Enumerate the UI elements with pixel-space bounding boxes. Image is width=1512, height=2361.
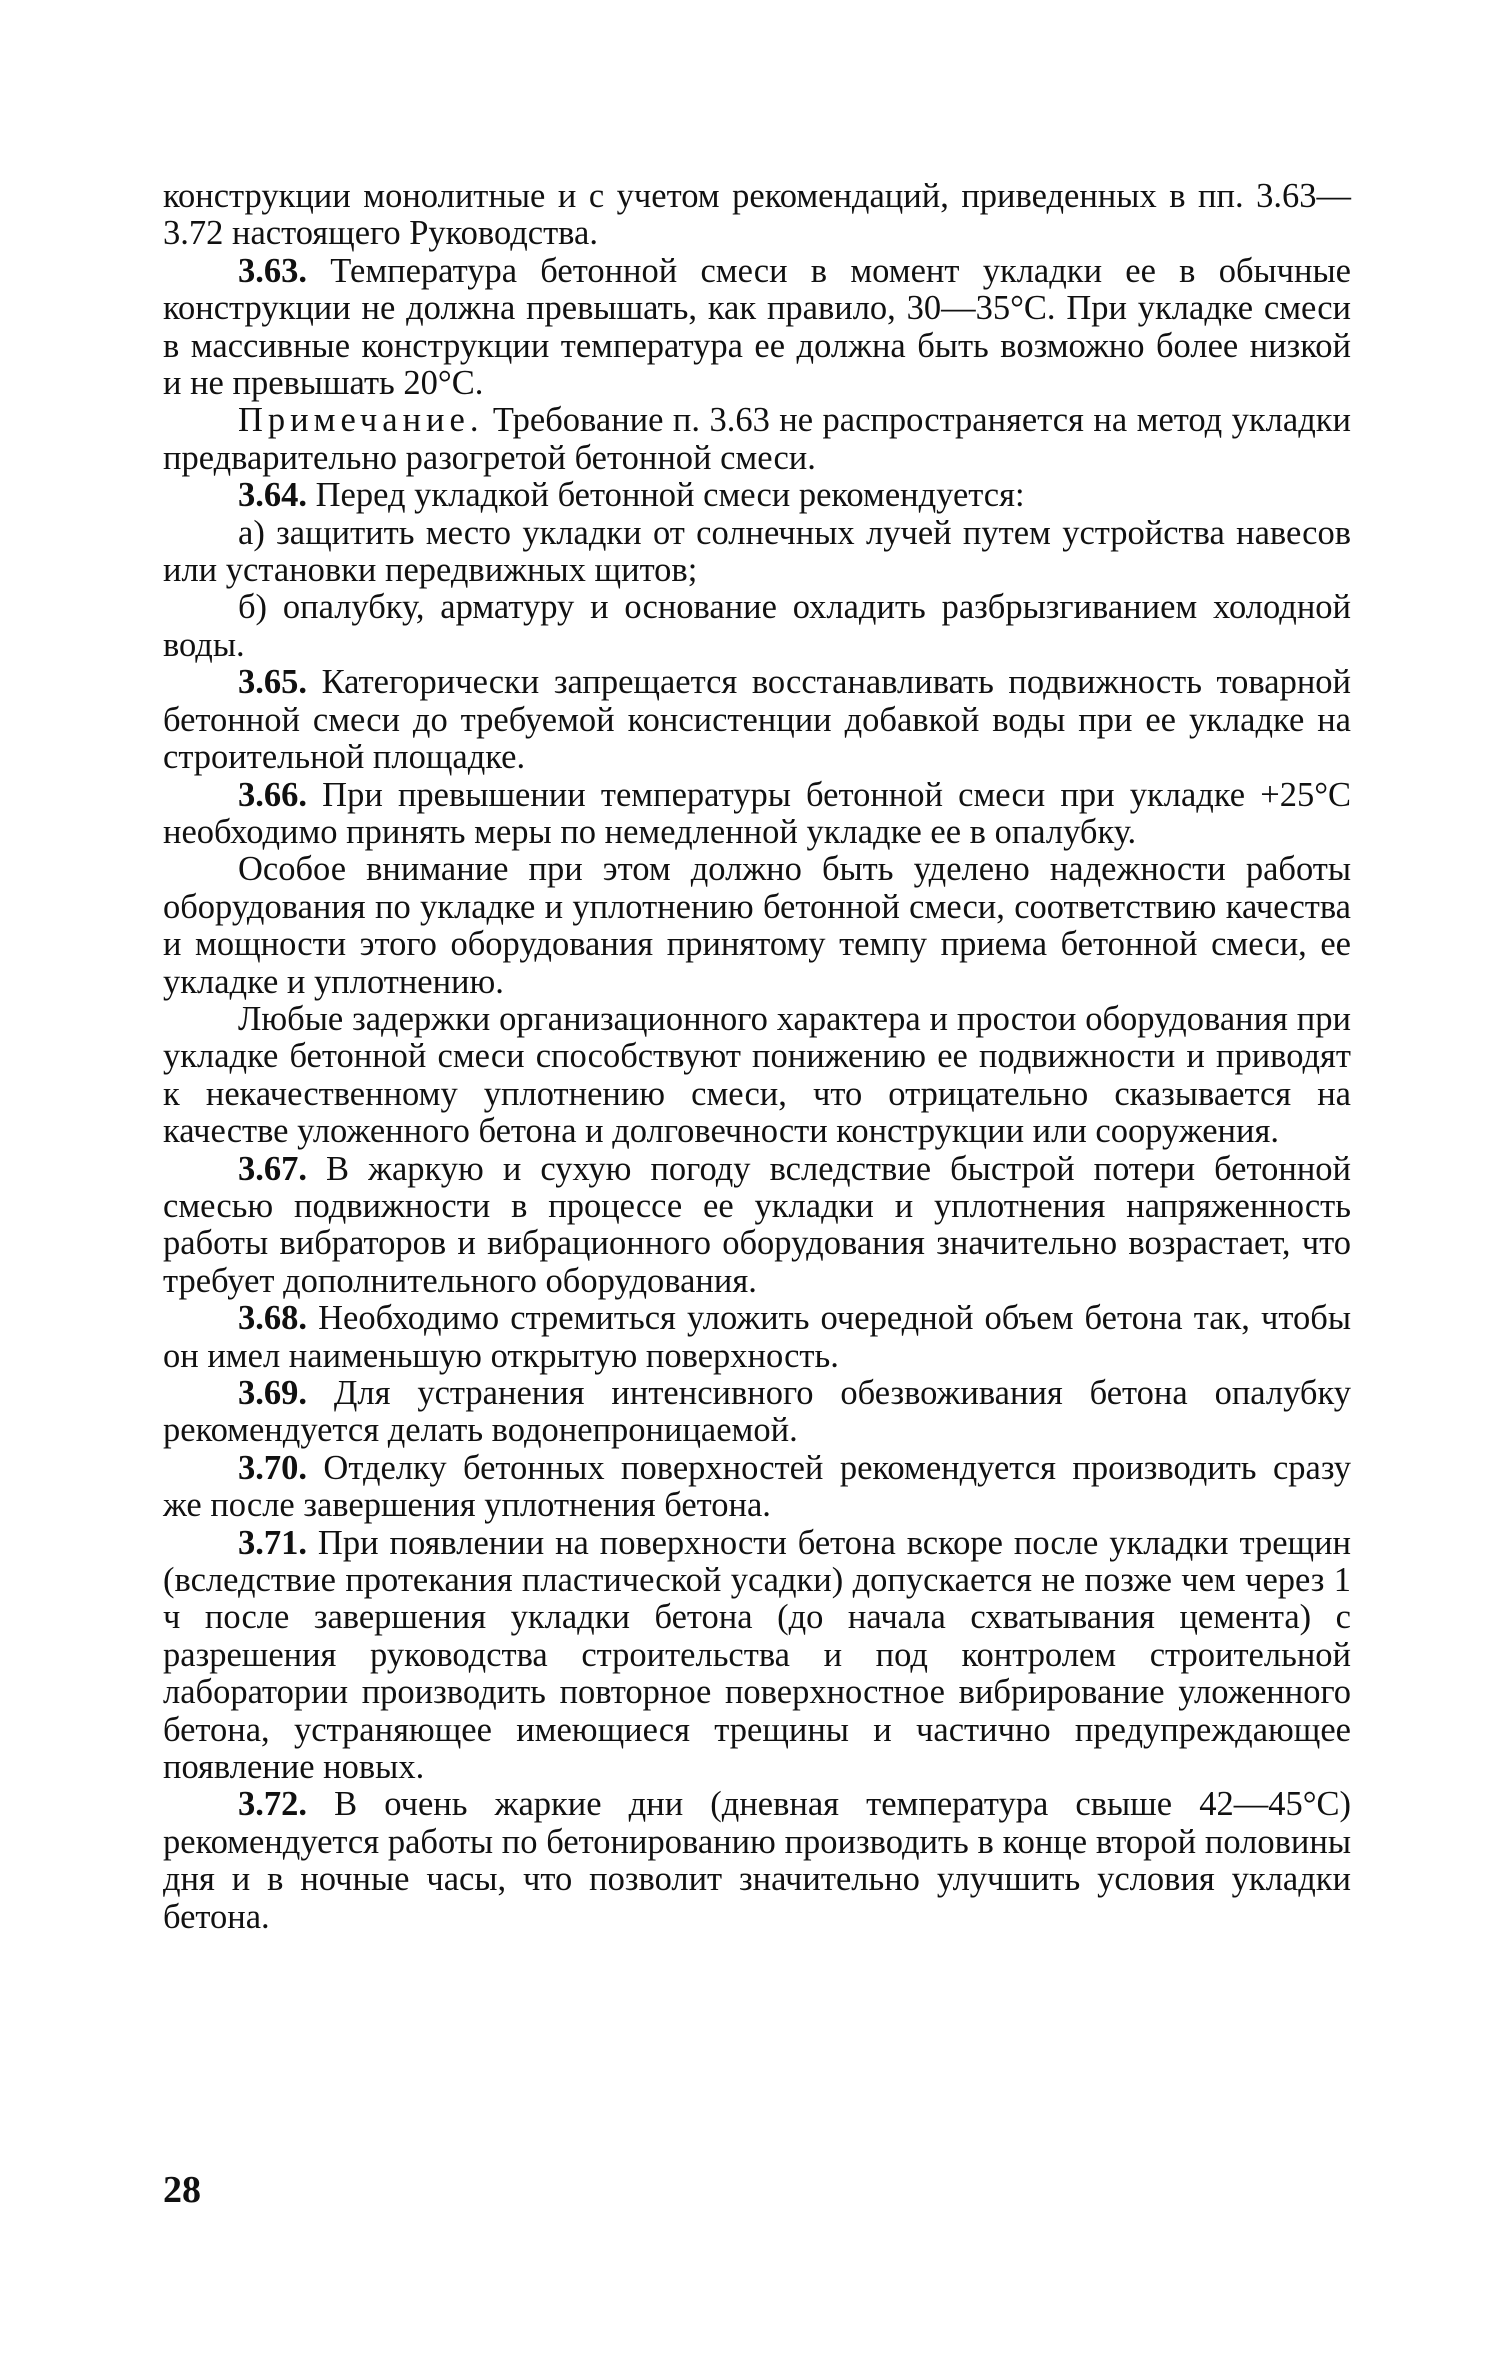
paragraph-special-attention	[163, 851, 1351, 1001]
body-text	[163, 178, 1351, 1936]
clause-number: 3.67.	[238, 1149, 307, 1188]
clause-number: 3.64.	[238, 476, 307, 515]
paragraph-text: При появлении на поверхности бетона вскоре после укладки трещин (вследствие протекания пластической усадки) допускается не позже чем через 1 ч после завершения укладки бетона (до начала схватывания цемента) с разрешения руководства строительства и под контролем строительной лаборатории производить повторное поверхностное вибрирование уложенного бетона, устраняющее имеющиеся трещины и частично предупреждающее появление новых.	[163, 1523, 1351, 1787]
paragraph-3-71	[163, 1525, 1351, 1787]
paragraph-text: б) опалубку, арматуру и основание охладить разбрызгиванием холодной воды.	[163, 588, 1351, 664]
paragraph-text: Особое внимание при этом должно быть уделено надежности работы оборудования по укладке и уплотнению бетонной смеси, соответствию качества и мощности этого оборудования принятому темпу приема бетонной смеси, ее укладке и уплотнению.	[163, 850, 1351, 1001]
paragraph-3-72	[163, 1786, 1351, 1936]
clause-number: 3.71.	[238, 1523, 307, 1562]
paragraph-text: конструкции монолитные и с учетом рекомендаций, приведенных в пп. 3.63—3.72 настоящего Руководства.	[163, 177, 1351, 253]
paragraph-delays	[163, 1001, 1351, 1151]
paragraph-text: Отделку бетонных поверхностей рекомендуется производить сразу же после завершения уплотнения бетона.	[163, 1448, 1351, 1525]
paragraph-3-70	[163, 1450, 1351, 1525]
paragraph-3-65	[163, 664, 1351, 776]
paragraph-text: При превышении температуры бетонной смеси при укладке +25°С необходимо принять меры по немедленной укладке ее в опалубку.	[163, 775, 1351, 851]
paragraph-3-69	[163, 1375, 1351, 1450]
paragraph-text: Категорически запрещается восстанавливать подвижность товарной бетонной смеси до требуемой консистенции добавкой воды при ее укладке на строительной площадке.	[163, 663, 1351, 777]
clause-number: 3.70.	[238, 1448, 307, 1487]
list-item-a	[163, 515, 1351, 590]
note-label: Примечание.	[238, 401, 484, 440]
paragraph-text: а) защитить место укладки от солнечных лучей путем устройства навесов или установки передвижных щитов;	[163, 513, 1351, 590]
paragraph-3-63	[163, 253, 1351, 403]
paragraph-text: Перед укладкой бетонной смеси рекомендуется:	[307, 476, 1025, 515]
list-item-b	[163, 589, 1351, 664]
paragraph-3-68	[163, 1300, 1351, 1375]
paragraph-text: В очень жаркие дни (дневная температура свыше 42—45°С) рекомендуется работы по бетонированию производить в конце второй половины дня и в ночные часы, что позволит значительно улучшить условия укладки бетона.	[163, 1785, 1351, 1936]
clause-number: 3.65.	[238, 663, 307, 702]
paragraph-3-67	[163, 1151, 1351, 1301]
clause-number: 3.72.	[238, 1785, 307, 1824]
paragraph-3-64	[163, 477, 1351, 514]
paragraph-text: Любые задержки организационного характера и простои оборудования при укладке бетонной смеси способствуют понижению ее подвижности и приводят к некачественному уплотнению смеси, что отрицательно сказывается на качестве уложенного бетона и долговечности конструкции или сооружения.	[163, 999, 1351, 1151]
clause-number: 3.69.	[238, 1374, 307, 1412]
paragraph-continuation	[163, 178, 1351, 253]
paragraph-text: Требование п. 3.63 не распространяется на метод укладки предварительно разогретой бетонной смеси.	[163, 401, 1351, 477]
paragraph-note	[163, 402, 1351, 477]
paragraph-text: Температура бетонной смеси в момент укладки ее в обычные конструкции не должна превышать, как правило, 30—35°С. При укладке смеси в массивные конструкции температура ее должна быть возможно более низкой и не превышать 20°С.	[163, 251, 1351, 403]
clause-number: 3.63.	[238, 251, 307, 290]
paragraph-text: В жаркую и сухую погоду вследствие быстрой потери бетонной смесью подвижности в процессе ее укладки и уплотнения напряженность работы вибраторов и вибрационного оборудования значительно возрастает, что требует дополнительного оборудования.	[163, 1149, 1351, 1300]
paragraph-text: Для устранения интенсивного обезвоживания бетона опалубку рекомендуется делать водонепроницаемой.	[163, 1374, 1351, 1450]
clause-number: 3.68.	[238, 1299, 307, 1338]
paragraph-text: Необходимо стремиться уложить очередной объем бетона так, чтобы он имел наименьшую открытую поверхность.	[163, 1299, 1351, 1375]
page-number: 28	[163, 2169, 201, 2211]
paragraph-3-66	[163, 777, 1351, 852]
clause-number: 3.66.	[238, 775, 307, 814]
